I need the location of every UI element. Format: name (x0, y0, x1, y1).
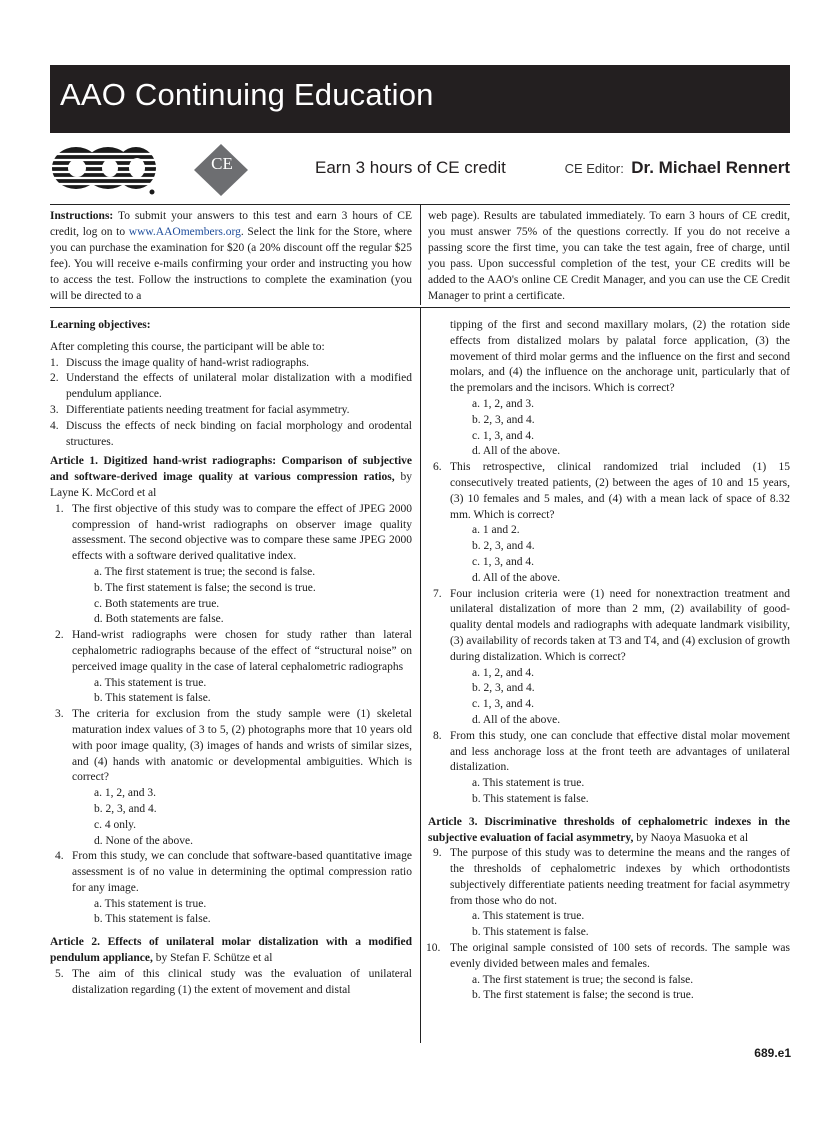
credit-hours: Earn 3 hours of CE credit (315, 158, 506, 177)
objective-item: 3. Differentiate patients needing treatment for facial asymmetry. (50, 403, 350, 416)
answer-option: b. The first statement is false; the second is true. (94, 581, 316, 594)
editor-label: CE Editor: (564, 161, 624, 176)
left-column (50, 318, 412, 998)
answer-option: a. This statement is true. (94, 676, 207, 689)
answer-option: b. 2, 3, and 4. (472, 540, 535, 553)
answer-option: a. This statement is true. (94, 897, 207, 910)
question-8: 8. From this study, one can conclude that effective distal molar movement and less anchorage loss at the front teeth are advantages of unilateral distalization. a. This statement is true. b. This statement is false. (428, 729, 790, 808)
instructions-text-cont: . Select the link for the Store, where you can purchase the examination for $20 (a 20% discount off the regular $25 fee). You will receive e-mails confirming your order and instructing you how to access the test. Follow the instructions to complete the examination (you will be directed to a (50, 226, 412, 302)
answer-option: b. This statement is false. (94, 913, 211, 926)
answer-option: d. All of the above. (472, 445, 561, 458)
header-banner (50, 65, 790, 133)
instructions-divider (420, 205, 421, 305)
answer-option: d. None of the above. (94, 834, 193, 847)
answer-option: b. 2, 3, and 4. (472, 682, 535, 695)
answer-option: b. 2, 3, and 4. (472, 413, 535, 426)
objectives-heading: Learning objectives: (50, 319, 151, 331)
question-4: 4. From this study, we can conclude that software-based quantitative image assessment is of no value in determining the optimal compression ratio for any image. a. This statement is true. b. This statement is false. (50, 849, 412, 928)
answer-option: b. 2, 3, and 4. (94, 802, 157, 815)
answer-option: b. This statement is false. (472, 792, 589, 805)
question-9: 9. The purpose of this study was to determine the means and the ranges of the thresholds of cephalometric indexes by which orthodontists subjectively differentiate patients needing treatment for facial asymmetry from those who do not. a. This statement is true. b. This statement is false. (428, 846, 790, 941)
answer-option: c. 1, 3, and 4. (472, 555, 534, 568)
question-3: 3. The criteria for exclusion from the study sample were (1) skeletal maturation index values of 3 to 5, (2) photographs more that 10 years old with poor image quality, (3) images of hands and wrists of similar sizes, and (4) hands with anatomic or developmental ambiguities. Which is correct? a. 1, 2, and 3. b. 2, 3, and 4. c. 4 only. d. None of the above. (50, 707, 412, 849)
right-column (428, 318, 790, 1004)
answer-option: c. Both statements are true. (94, 597, 220, 610)
ce-editor (565, 158, 790, 178)
answer-option: c. 1, 3, and 4. (472, 429, 534, 442)
answer-option: a. 1 and 2. (472, 524, 520, 537)
answer-option: a. 1, 2, and 3. (472, 397, 534, 410)
aao-members-link[interactable]: www.AAOmembers.org (128, 226, 241, 238)
answer-option: b. The first statement is false; the second is true. (472, 989, 694, 1002)
answer-option: a. This statement is true. (472, 777, 585, 790)
article-1-title: Article 1. Digitized hand-wrist radiographs: Comparison of subjective and software-derived image quality at various compression ratios, by Layne K. McCord et al (50, 455, 413, 499)
objective-item: 4. Discuss the effects of neck binding on facial morphology and orodental structures. (50, 419, 412, 448)
page-title: AAO Continuing Education (60, 77, 434, 112)
editor-name: Dr. Michael Rennert (631, 158, 790, 177)
instructions-left (50, 208, 412, 304)
answer-option: b. This statement is false. (94, 692, 211, 705)
objectives-intro: After completing this course, the participant will be able to: (50, 340, 325, 353)
objective-item: 2. Understand the effects of unilateral molar distalization with a modified pendulum appliance. (50, 372, 412, 401)
answer-option: c. 4 only. (94, 818, 137, 831)
instructions-text: To submit your answers to this test and earn 3 hours of CE credit, log on to (50, 210, 412, 238)
question-1: 1. The first objective of this study was to compare the effect of JPEG 2000 compression of hand-wrist radiographs on observer image quality assessment. The second objective was to compare these same JPEG 2000 effects with a software derived qualitative index. a. The first statement is true; the second is false. b. The first statement is false; the second is true. c. Both statements are true. d. Both statements are false. (50, 502, 412, 628)
aao-logo (50, 142, 158, 198)
answer-option: c. 1, 3, and 4. (472, 698, 534, 711)
instructions-label: Instructions: (50, 210, 114, 222)
question-7: 7. Four inclusion criteria were (1) need for nonextraction treatment and unilateral distalization of more than 2 mm, (2) availability of good-quality dental models and radiographs with adequate landmark visibility, (3) availability of records taken at T3 and T4, and (4) exclusion of growth during distalization. Which is correct? a. 1, 2, and 4. b. 2, 3, and 4. c. 1, 3, and 4. d. All of the above. (428, 587, 790, 729)
article-2-title: Article 2. Effects of unilateral molar distalization with a modified pendulum appliance, by Stefan F. Schütze et al (50, 936, 412, 965)
question-6: 6. This retrospective, clinical randomized trial included (1) 15 consecutively treated patients, (2) between the ages of 10 and 15 years, (3) 10 females and 5 males, and (4) with a mean lack of space of 8.32 mm. Which is correct? a. 1 and 2. b. 2, 3, and 4. c. 1, 3, and 4. d. All of the above. (428, 460, 790, 586)
answer-option: a. The first statement is true; the second is false. (472, 973, 694, 986)
answer-option: d. All of the above. (472, 713, 561, 726)
answer-option: a. 1, 2, and 4. (472, 666, 534, 679)
logo-row (50, 142, 790, 198)
page-number: 689.e1 (754, 1046, 791, 1060)
instructions-right: web page). Results are tabulated immediately. To earn 3 hours of CE credit, you must answer 75% of the questions correctly. If you do not receive a passing score the first time, you can take the test again, free of charge, until you pass. Upon successful completion of the test, your CE credits will be added to the AAO's online CE Credit Manager, and you can use the CE Credit Manager to print a certificate. (428, 210, 790, 302)
answer-option: d. Both statements are false. (94, 613, 224, 626)
ce-logo-text: CE (211, 154, 233, 173)
question-5-continued: tipping of the first and second maxillary molars, (2) the rotation side effects from distalized molars by palatal force application, (3) the movement of third molar germs and the influence on the first and second molars, and (4) the influence on the anchorage unit, particularly that of the premolars and the incisors. Which is correct? a. 1, 2, and 3. b. 2, 3, and 4. c. 1, 3, and 4. d. All of the above. (428, 318, 790, 460)
question-5: 5. The aim of this clinical study was the evaluation of unilateral distalization regarding (1) the extent of movement and distal (55, 967, 412, 996)
question-10: 10. The original sample consisted of 100 sets of records. The sample was evenly divided between males and females. a. The first statement is true; the second is false. b. The first statement is false; the second is true. (428, 941, 790, 1004)
answer-option: a. 1, 2, and 3. (94, 787, 156, 800)
answer-option: d. All of the above. (472, 571, 561, 584)
answer-option: b. This statement is false. (472, 926, 589, 939)
objective-item: 1. Discuss the image quality of hand-wrist radiographs. (50, 356, 310, 369)
answer-option: a. This statement is true. (472, 910, 585, 923)
answer-option: a. The first statement is true; the second is false. (94, 565, 316, 578)
article-3-title: Article 3. Discriminative thresholds of cephalometric indexes in the subjective evaluation of facial asymmetry, by Naoya Masuoka et al (428, 815, 790, 844)
question-2: 2. Hand-wrist radiographs were chosen for study rather than lateral cephalometric radiographs because of the effect of “structural noise” on perceived image quality in the case of lateral cephalometric radiographs a. This statement is true. b. This statement is false. (50, 628, 412, 707)
column-divider (420, 308, 421, 1043)
